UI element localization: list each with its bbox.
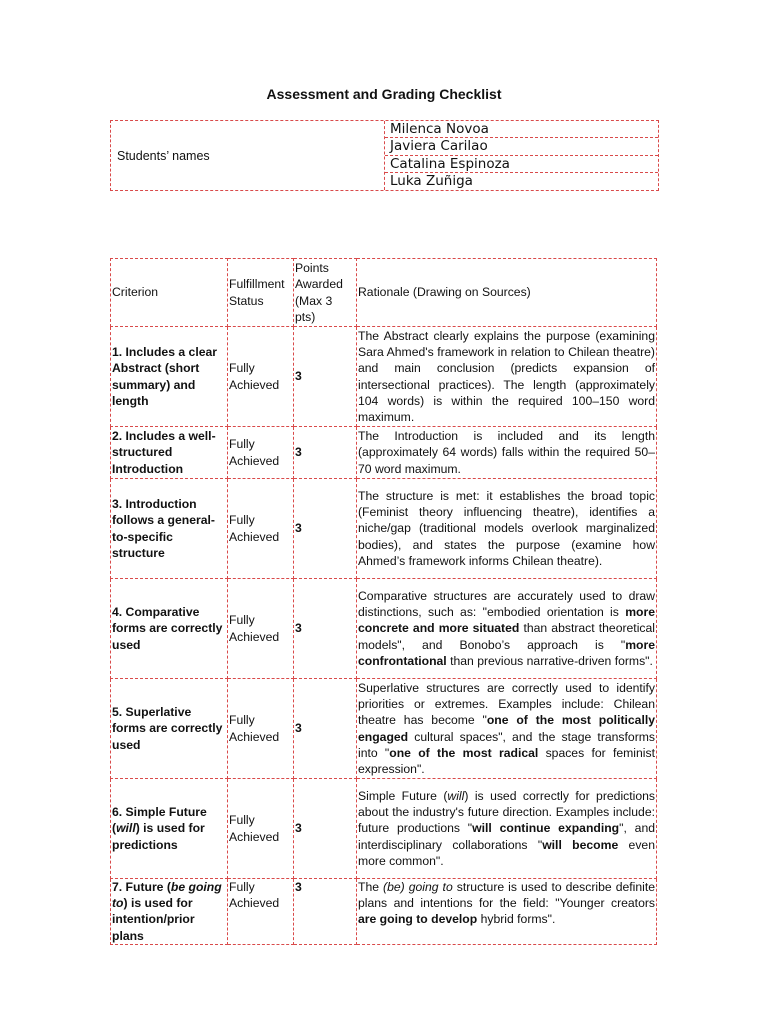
- rationale-text-run: cultural spaces", and the stage transforms into ": [358, 729, 655, 760]
- rationale-text-run: more confrontational: [358, 637, 655, 668]
- rationale-cell: [357, 679, 657, 779]
- points-cell: 3: [294, 327, 357, 427]
- rationale-cell: [357, 779, 657, 879]
- table-row: [111, 579, 657, 679]
- rationale-text-run: one of the most radical: [389, 745, 539, 760]
- criterion-text-run: will: [116, 821, 136, 836]
- students-names: [385, 121, 658, 190]
- student-name: Javiera Carilao: [385, 138, 658, 155]
- header-criterion: Criterion: [111, 259, 228, 327]
- criterion-cell: 5. Superlative forms are correctly used: [111, 679, 228, 779]
- rationale-text-run: ", and interdisciplinary collaborations ": [358, 821, 656, 852]
- rationale-text-run: The Abstract clearly explains the purpose (examining Sara Ahmed's framework in relation to Chilean theatre) and main conclusion (predicts expansion of intersectional practices). The length (approximately 104 words) is within the required 100–150 word maximum.: [358, 328, 655, 424]
- criterion-cell: 1. Includes a clear Abstract (short summary) and length: [111, 327, 228, 427]
- rationale-text-run: The structure is met: it establishes the broad topic (Feminist theory influencing theatre), identifies a niche/gap (traditional models overlook marginalized bodies), and states the purpose (examine how Ahmed’s framework informs Chilean theatre).: [358, 488, 655, 568]
- points-cell: 3: [294, 427, 357, 479]
- table-row: [111, 327, 657, 427]
- rationale-text-run: than previous narrative-driven forms".: [446, 653, 653, 668]
- table-row: [111, 427, 657, 479]
- rationale-text-run: spaces for feminist expression".: [358, 745, 655, 776]
- rationale-text-run: more concrete and more situated: [358, 605, 655, 636]
- students-table: [110, 120, 659, 191]
- table-row: [111, 879, 657, 945]
- rationale-text-run: than abstract theoretical models", and Bonobo’s approach is ": [358, 621, 655, 652]
- rationale-cell: [357, 427, 657, 479]
- rationale-text-run: are going to develop: [358, 912, 478, 927]
- criterion-cell: 2. Includes a well-structured Introduction: [111, 427, 228, 479]
- rationale-cell: [357, 579, 657, 679]
- rationale-text-run: will: [447, 788, 465, 803]
- student-name: Catalina Espinoza: [385, 156, 658, 173]
- points-cell: 3: [294, 879, 357, 945]
- rationale-text-run: The Introduction is included and its length (approximately 64 words) falls within the required 50–70 word maximum.: [358, 429, 655, 476]
- points-cell: 3: [294, 679, 357, 779]
- criterion-text-run: ) is used for intention/prior plans: [112, 896, 195, 943]
- status-cell: Fully Achieved: [228, 579, 294, 679]
- points-cell: 3: [294, 779, 357, 879]
- table-row: [111, 679, 657, 779]
- document-title: Assessment and Grading Checklist: [266, 86, 502, 102]
- rationale-text-run: Simple Future (: [358, 788, 448, 803]
- points-cell: 3: [294, 479, 357, 579]
- rationale-text-run: The: [358, 880, 384, 894]
- rationale-text-run: will continue expanding: [472, 821, 620, 836]
- status-cell: Fully Achieved: [228, 327, 294, 427]
- criterion-text-run: be going to: [112, 880, 222, 911]
- rationale-text-run: even more common".: [358, 837, 655, 868]
- criterion-text-run: 6. Simple Future (: [112, 805, 207, 836]
- rationale-text-run: Comparative structures are accurately used to draw distinctions, such as: "embodied orientation is: [358, 588, 655, 620]
- students-label: Students’ names: [111, 121, 385, 190]
- status-cell: Fully Achieved: [228, 479, 294, 579]
- rationale-text-run: (be) going to: [383, 880, 453, 894]
- rationale-text-run: hybrid forms".: [477, 912, 556, 927]
- criterion-cell: [111, 879, 228, 945]
- rationale-text-run: Superlative structures are correctly used to identify priorities or extremes. Examples include: Chilean theatre has become ": [358, 680, 655, 728]
- rationale-text-run: will become: [542, 837, 619, 852]
- criterion-text-run: ) is used for predictions: [112, 821, 205, 852]
- header-status: Fulfillment Status: [228, 259, 294, 327]
- rationale-cell: [357, 479, 657, 579]
- student-name: Milenca Novoa: [385, 121, 658, 138]
- header-points: Points Awarded (Max 3 pts): [294, 259, 357, 327]
- status-cell: Fully Achieved: [228, 779, 294, 879]
- table-row: [111, 779, 657, 879]
- status-cell: Fully Achieved: [228, 679, 294, 779]
- student-name: Luka Zuñiga: [390, 172, 473, 189]
- rationale-text-run: one of the most politically engaged: [358, 713, 656, 744]
- rationale-text-run: structure is used to describe definite plans and intentions for the field: "Younger creators: [358, 880, 656, 911]
- table-header-row: [111, 259, 657, 327]
- rationale-text-run: ) is used correctly for predictions about the industry's future direction. Examples include: future productions ": [358, 788, 655, 836]
- criterion-cell: [111, 779, 228, 879]
- criteria-table: [110, 258, 657, 945]
- header-rationale: Rationale (Drawing on Sources): [357, 259, 657, 327]
- table-row: [111, 479, 657, 579]
- status-cell: Fully Achieved: [228, 879, 294, 945]
- rationale-cell: [357, 879, 657, 945]
- criterion-text-run: 7. Future (: [112, 880, 171, 894]
- criterion-cell: 3. Introduction follows a general-to-specific structure: [111, 479, 228, 579]
- status-cell: Fully Achieved: [228, 427, 294, 479]
- rationale-cell: [357, 327, 657, 427]
- points-cell: 3: [294, 579, 357, 679]
- criteria-table-container: [110, 258, 659, 943]
- criterion-cell: 4. Comparative forms are correctly used: [111, 579, 228, 679]
